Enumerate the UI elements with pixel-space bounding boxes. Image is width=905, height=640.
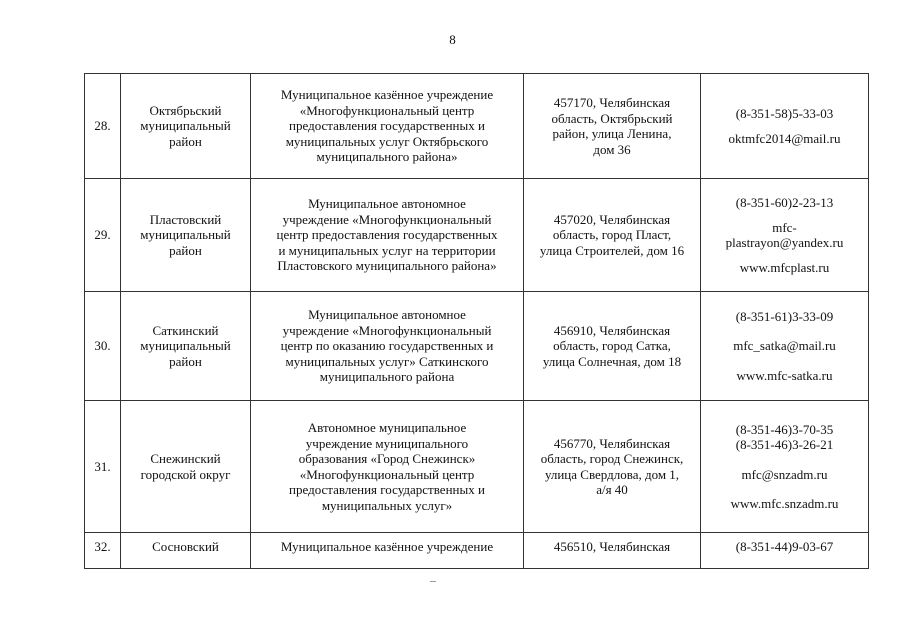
table-row xyxy=(85,292,869,401)
row-number: 31. xyxy=(85,401,121,533)
email-address: mfc_satka@mail.ru xyxy=(733,338,836,354)
municipality-name: Октябрьский муниципальный район xyxy=(121,74,251,179)
mfc-registry-table xyxy=(84,73,869,569)
website-link: www.mfc.snzadm.ru xyxy=(730,496,839,511)
phone-number: (8-351-60)2-23-13 xyxy=(735,195,834,210)
email-address: mfc@snzadm.ru xyxy=(741,466,828,482)
phone-number: (8-351-46)3-26-21 xyxy=(735,437,834,452)
contacts xyxy=(701,179,869,292)
row-number: 32. xyxy=(85,533,121,569)
organization-name: Автономное муниципальное учреждение муниципального образования «Город Снежинск» «Многофункциональный центр предоставления государственных и муниципальных услуг» xyxy=(251,401,524,533)
phone-number: (8-351-44)9-03-67 xyxy=(735,539,834,554)
organization-name: Муниципальное автономное учреждение «Многофункциональный центр по оказанию государственных и муниципальных услуг» Саткинского муниципального района xyxy=(251,292,524,401)
website-link: www.mfc-satka.ru xyxy=(736,367,833,383)
contacts xyxy=(701,292,869,401)
organization-name: Муниципальное казённое учреждение xyxy=(251,533,524,569)
municipality-name: Сосновский xyxy=(121,533,251,569)
table-row xyxy=(85,179,869,292)
postal-address: 456910, Челябинская область, город Сатка, улица Солнечная, дом 18 xyxy=(524,292,701,401)
table-row xyxy=(85,401,869,533)
contacts xyxy=(701,533,869,569)
row-number: 28. xyxy=(85,74,121,179)
scan-artifact xyxy=(430,581,436,582)
row-number: 29. xyxy=(85,179,121,292)
website-link: www.mfcplast.ru xyxy=(739,259,830,275)
table-row xyxy=(85,74,869,179)
postal-address: 456510, Челябинская xyxy=(524,533,701,569)
contacts xyxy=(701,401,869,533)
postal-address: 457020, Челябинская область, город Пласт, улица Строителей, дом 16 xyxy=(524,179,701,292)
organization-name: Муниципальное казённое учреждение «Многофункциональный центр предоставления государственных и муниципальных услуг Октябрьского муниципального района» xyxy=(251,74,524,179)
municipality-name: Снежинский городской округ xyxy=(121,401,251,533)
municipality-name: Саткинский муниципальный район xyxy=(121,292,251,401)
phone-number: (8-351-58)5-33-03 xyxy=(735,106,834,121)
table-row xyxy=(85,533,869,569)
page-number: 8 xyxy=(449,32,456,47)
postal-address: 457170, Челябинская область, Октябрьский район, улица Ленина, дом 36 xyxy=(524,74,701,179)
phone-number: (8-351-61)3-33-09 xyxy=(735,308,834,324)
phone-number: (8-351-46)3-70-35 xyxy=(735,421,834,437)
row-number: 30. xyxy=(85,292,121,401)
contacts xyxy=(701,74,869,179)
organization-name: Муниципальное автономное учреждение «Многофункциональный центр предоставления государственных и муниципальных услуг на территории Пластовского муниципального района» xyxy=(251,179,524,292)
email-address: oktmfc2014@mail.ru xyxy=(728,130,841,146)
postal-address: 456770, Челябинская область, город Снежинск, улица Свердлова, дом 1, а/я 40 xyxy=(524,401,701,533)
email-address: mfc- plastrayon@yandex.ru xyxy=(725,219,844,250)
municipality-name: Пластовский муниципальный район xyxy=(121,179,251,292)
